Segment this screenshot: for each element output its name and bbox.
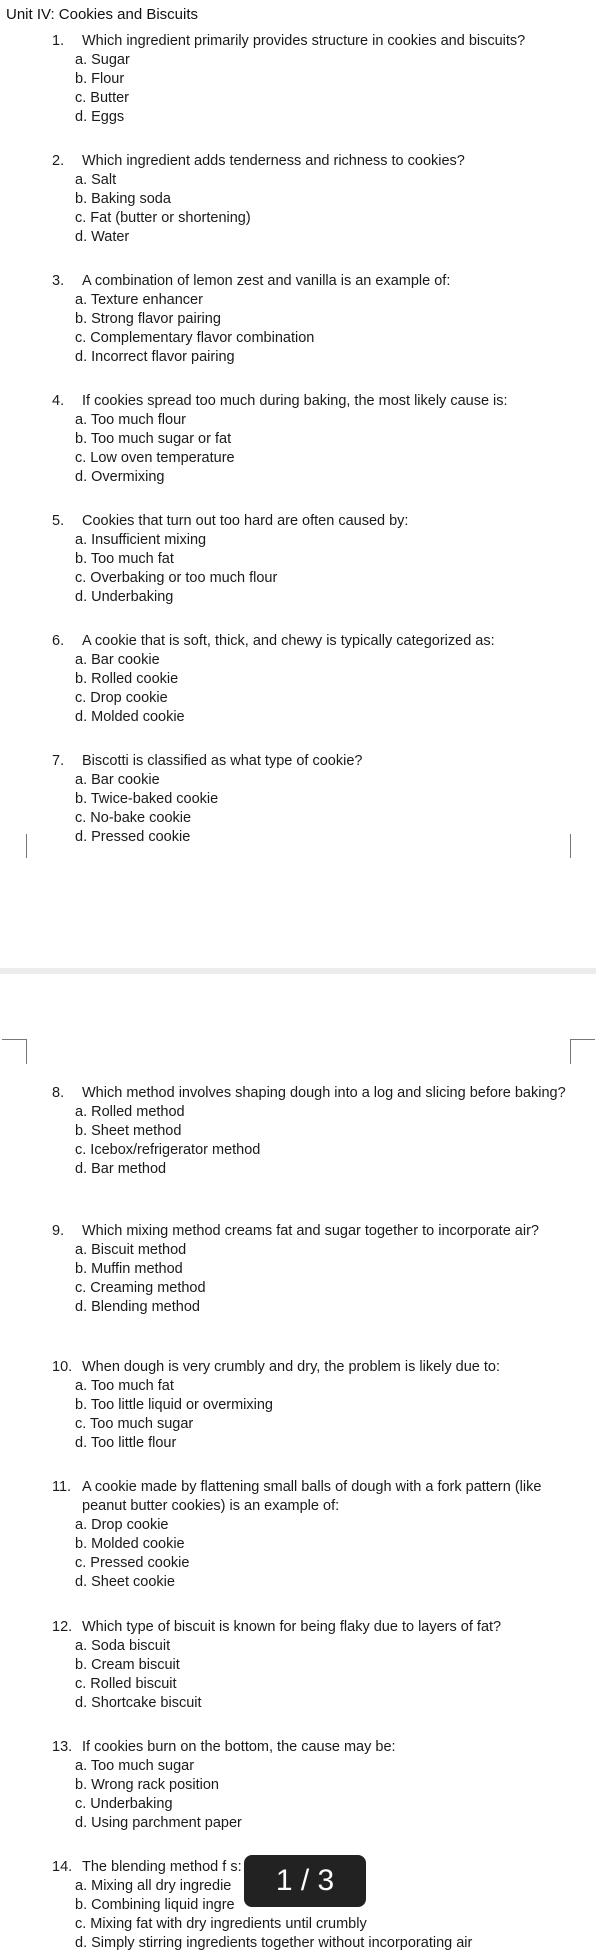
question-text: Which ingredient primarily provides structure in cookies and biscuits? bbox=[82, 33, 526, 49]
answer-option: a. Biscuit method bbox=[75, 1242, 187, 1258]
question-number: 3. bbox=[52, 273, 65, 289]
answer-option: b. Baking soda bbox=[75, 191, 171, 207]
question-13 bbox=[52, 1738, 572, 1833]
question-number: 14. bbox=[52, 1859, 73, 1875]
question-number: 1. bbox=[52, 33, 65, 49]
answer-option: a. Texture enhancer bbox=[75, 292, 203, 308]
question-stem bbox=[52, 1084, 572, 1103]
answer-option: d. Incorrect flavor pairing bbox=[75, 349, 235, 365]
answer-option: a. Too much sugar bbox=[75, 1758, 195, 1774]
question-1 bbox=[52, 32, 572, 127]
question-stem bbox=[52, 32, 572, 51]
answer-option: b. Rolled cookie bbox=[75, 671, 179, 687]
answer-option: c. Icebox/refrigerator method bbox=[75, 1142, 261, 1158]
question-number: 4. bbox=[52, 393, 65, 409]
answer-option: c. No-bake cookie bbox=[75, 810, 192, 826]
question-number: 5. bbox=[52, 513, 65, 529]
answer-option: d. Eggs bbox=[75, 109, 125, 125]
question-stem bbox=[52, 752, 572, 771]
crop-mark bbox=[570, 834, 595, 859]
question-stem bbox=[52, 152, 572, 171]
answer-option: b. Combining liquid ingre bbox=[75, 1897, 235, 1913]
answer-option: d. Molded cookie bbox=[75, 709, 185, 725]
answer-option: d. Bar method bbox=[75, 1161, 167, 1177]
answer-option: a. Salt bbox=[75, 172, 117, 188]
answer-option: c. Low oven temperature bbox=[75, 450, 235, 466]
answer-option: d. Sheet cookie bbox=[75, 1574, 175, 1590]
answer-option: a. Too much flour bbox=[75, 412, 186, 428]
answer-option: a. Drop cookie bbox=[75, 1517, 169, 1533]
answer-option: a. Bar cookie bbox=[75, 772, 160, 788]
answer-option: c. Underbaking bbox=[75, 1796, 173, 1812]
question-4 bbox=[52, 392, 572, 487]
answer-option: b. Strong flavor pairing bbox=[75, 311, 221, 327]
answer-option: c. Rolled biscuit bbox=[75, 1676, 177, 1692]
question-3 bbox=[52, 272, 572, 367]
question-stem bbox=[52, 1358, 572, 1377]
question-number: 8. bbox=[52, 1085, 65, 1101]
document-title: Unit IV: Cookies and Biscuits bbox=[6, 6, 199, 23]
answer-option: b. Too little liquid or overmixing bbox=[75, 1397, 273, 1413]
answer-option: d. Pressed cookie bbox=[75, 829, 191, 845]
answer-option: b. Muffin method bbox=[75, 1261, 183, 1277]
answer-option: a. Rolled method bbox=[75, 1104, 185, 1120]
question-text: Which ingredient adds tenderness and richness to cookies? bbox=[82, 153, 465, 169]
answer-option: a. Sugar bbox=[75, 52, 130, 68]
answer-option: d. Simply stirring ingredients together without incorporating air bbox=[75, 1935, 473, 1951]
question-number: 9. bbox=[52, 1223, 65, 1239]
answer-option: b. Molded cookie bbox=[75, 1536, 185, 1552]
answer-option: c. Drop cookie bbox=[75, 690, 168, 706]
crop-mark bbox=[2, 1039, 27, 1064]
question-2 bbox=[52, 152, 572, 247]
question-text: Which mixing method creams fat and sugar together to incorporate air? bbox=[82, 1223, 539, 1239]
answer-option: c. Overbaking or too much flour bbox=[75, 570, 278, 586]
question-7 bbox=[52, 752, 572, 847]
question-number: 6. bbox=[52, 633, 65, 649]
answer-option: d. Blending method bbox=[75, 1299, 200, 1315]
answer-option: b. Too much fat bbox=[75, 551, 174, 567]
page-indicator: 1 / 3 bbox=[244, 1855, 366, 1907]
question-stem bbox=[52, 512, 572, 531]
answer-option: d. Underbaking bbox=[75, 589, 174, 605]
answer-option: a. Too much fat bbox=[75, 1378, 174, 1394]
question-number: 2. bbox=[52, 153, 65, 169]
question-text: When dough is very crumbly and dry, the problem is likely due to: bbox=[82, 1359, 501, 1375]
question-stem bbox=[52, 1478, 572, 1516]
answer-option: b. Cream biscuit bbox=[75, 1657, 180, 1673]
answer-option: b. Wrong rack position bbox=[75, 1777, 219, 1793]
answer-option: a. Bar cookie bbox=[75, 652, 160, 668]
answer-option: d. Too little flour bbox=[75, 1435, 177, 1451]
question-text: The blending method f s: bbox=[82, 1859, 242, 1875]
question-6 bbox=[52, 632, 572, 727]
answer-option: d. Using parchment paper bbox=[75, 1815, 242, 1831]
answer-option: d. Overmixing bbox=[75, 469, 165, 485]
question-text: Cookies that turn out too hard are often caused by: bbox=[82, 513, 409, 529]
crop-mark bbox=[2, 834, 27, 859]
answer-option: b. Twice-baked cookie bbox=[75, 791, 219, 807]
answer-option: c. Too much sugar bbox=[75, 1416, 194, 1432]
question-text: If cookies burn on the bottom, the cause may be: bbox=[82, 1739, 396, 1755]
question-stem bbox=[52, 272, 572, 291]
answer-option: b. Too much sugar or fat bbox=[75, 431, 232, 447]
answer-option: b. Sheet method bbox=[75, 1123, 182, 1139]
question-stem bbox=[52, 392, 572, 411]
question-stem bbox=[52, 1618, 572, 1637]
answer-option: c. Mixing fat with dry ingredients until crumbly bbox=[75, 1916, 367, 1932]
answer-option: d. Water bbox=[75, 229, 130, 245]
page-separator bbox=[0, 968, 596, 974]
crop-mark bbox=[570, 1039, 595, 1064]
question-9 bbox=[52, 1222, 572, 1317]
question-stem bbox=[52, 1222, 572, 1241]
question-text: A cookie that is soft, thick, and chewy is typically categorized as: bbox=[82, 633, 495, 649]
question-text: Which type of biscuit is known for being flaky due to layers of fat? bbox=[82, 1619, 502, 1635]
answer-option: a. Insufficient mixing bbox=[75, 532, 207, 548]
question-text: A combination of lemon zest and vanilla is an example of: bbox=[82, 273, 451, 289]
question-number: 7. bbox=[52, 753, 65, 769]
question-number: 13. bbox=[52, 1739, 73, 1755]
answer-option: c. Creaming method bbox=[75, 1280, 206, 1296]
answer-option: a. Soda biscuit bbox=[75, 1638, 171, 1654]
answer-option: a. Mixing all dry ingredie bbox=[75, 1878, 232, 1894]
question-text: Biscotti is classified as what type of cookie? bbox=[82, 753, 363, 769]
question-stem bbox=[52, 632, 572, 651]
question-number: 10. bbox=[52, 1359, 73, 1375]
question-8 bbox=[52, 1084, 572, 1179]
question-12 bbox=[52, 1618, 572, 1713]
question-text: If cookies spread too much during baking, the most likely cause is: bbox=[82, 393, 508, 409]
answer-option: c. Butter bbox=[75, 90, 129, 106]
answer-option: c. Pressed cookie bbox=[75, 1555, 190, 1571]
question-5 bbox=[52, 512, 572, 607]
page-gap bbox=[0, 858, 596, 978]
answer-option: c. Complementary flavor combination bbox=[75, 330, 315, 346]
question-text: A cookie made by flattening small balls of dough with a fork pattern (like peanut butter cookies) is an example of: bbox=[82, 1479, 542, 1514]
answer-option: d. Shortcake biscuit bbox=[75, 1695, 202, 1711]
answer-option: b. Flour bbox=[75, 71, 125, 87]
question-number: 12. bbox=[52, 1619, 73, 1635]
question-10 bbox=[52, 1358, 572, 1453]
question-number: 11. bbox=[52, 1479, 72, 1495]
question-stem bbox=[52, 1738, 572, 1757]
answer-option: c. Fat (butter or shortening) bbox=[75, 210, 251, 226]
question-11 bbox=[52, 1478, 572, 1592]
question-text: Which method involves shaping dough into a log and slicing before baking? bbox=[82, 1085, 566, 1101]
